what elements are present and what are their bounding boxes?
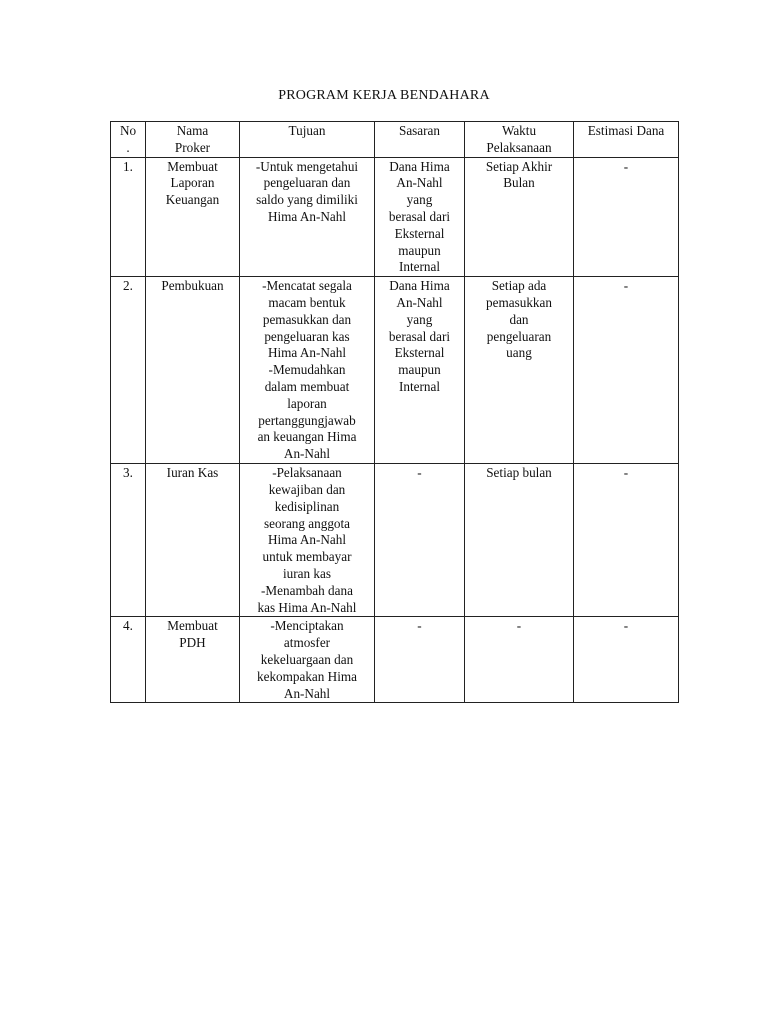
- cell-estimasi: -: [574, 157, 679, 277]
- cell-no: 1.: [111, 157, 146, 277]
- header-waktu-pelaksanaan: Waktu Pelaksanaan: [465, 122, 574, 158]
- table-header-row: [111, 122, 679, 158]
- cell-waktu: Setiap Akhir Bulan: [465, 157, 574, 277]
- table-row: [111, 277, 679, 464]
- cell-nama-proker: Membuat Laporan Keuangan: [146, 157, 240, 277]
- cell-sasaran: -: [375, 617, 465, 703]
- cell-sasaran: Dana Hima An-Nahl yang berasal dari Eksternal maupun Internal: [375, 277, 465, 464]
- table-row: [111, 617, 679, 703]
- cell-estimasi: -: [574, 277, 679, 464]
- header-nama-proker: Nama Proker: [146, 122, 240, 158]
- cell-tujuan: -Mencatat segala macam bentuk pemasukkan dan pengeluaran kas Hima An-Nahl -Memudahkan dalam membuat laporan pertanggungjawab an keuangan Hima An-Nahl: [240, 277, 375, 464]
- header-tujuan: Tujuan: [240, 122, 375, 158]
- cell-sasaran: -: [375, 464, 465, 617]
- cell-waktu: Setiap bulan: [465, 464, 574, 617]
- cell-nama-proker: Pembukuan: [146, 277, 240, 464]
- cell-waktu: Setiap ada pemasukkan dan pengeluaran uang: [465, 277, 574, 464]
- cell-nama-proker: Membuat PDH: [146, 617, 240, 703]
- cell-waktu: -: [465, 617, 574, 703]
- header-sasaran: Sasaran: [375, 122, 465, 158]
- cell-estimasi: -: [574, 617, 679, 703]
- cell-tujuan: -Menciptakan atmosfer kekeluargaan dan kekompakan Hima An-Nahl: [240, 617, 375, 703]
- document-title: PROGRAM KERJA BENDAHARA: [278, 88, 490, 103]
- cell-tujuan: -Untuk mengetahui pengeluaran dan saldo yang dimiliki Hima An-Nahl: [240, 157, 375, 277]
- cell-no: 2.: [111, 277, 146, 464]
- cell-no: 3.: [111, 464, 146, 617]
- cell-estimasi: -: [574, 464, 679, 617]
- cell-nama-proker: Iuran Kas: [146, 464, 240, 617]
- header-estimasi-dana: Estimasi Dana: [574, 122, 679, 158]
- header-no: No .: [111, 122, 146, 158]
- table-row: [111, 464, 679, 617]
- program-table: [110, 121, 679, 703]
- cell-no: 4.: [111, 617, 146, 703]
- cell-tujuan: -Pelaksanaan kewajiban dan kedisiplinan seorang anggota Hima An-Nahl untuk membayar iuran kas -Menambah dana kas Hima An-Nahl: [240, 464, 375, 617]
- table-row: [111, 157, 679, 277]
- cell-sasaran: Dana Hima An-Nahl yang berasal dari Eksternal maupun Internal: [375, 157, 465, 277]
